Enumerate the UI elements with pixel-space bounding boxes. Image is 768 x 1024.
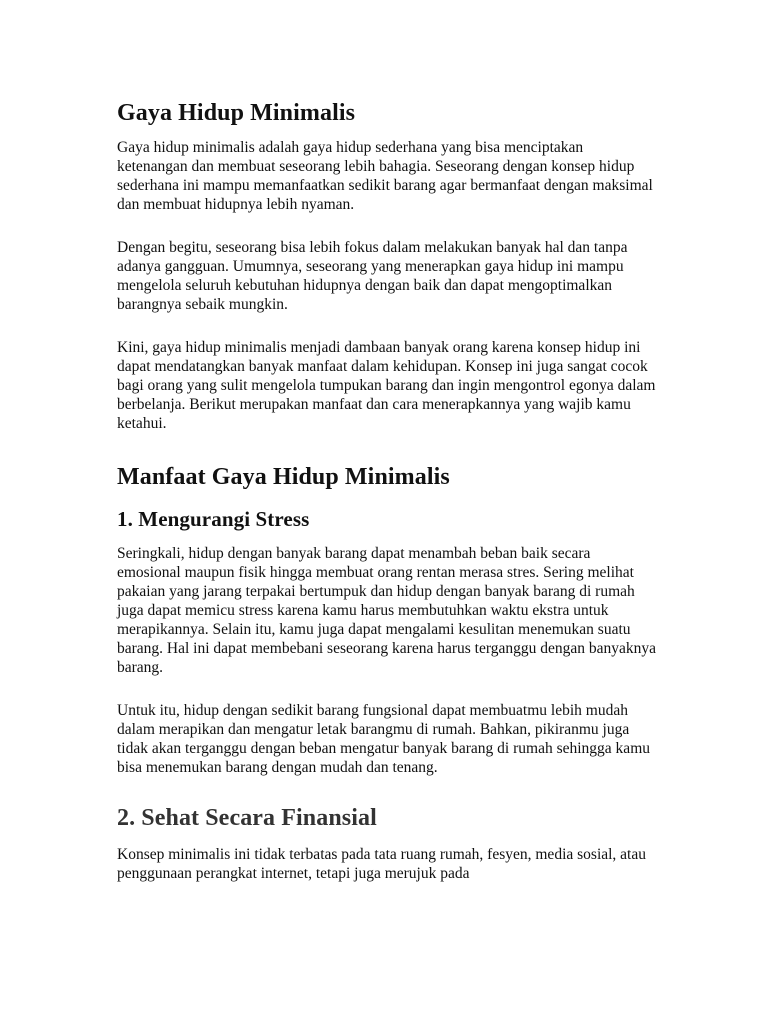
intro-paragraph-3: Kini, gaya hidup minimalis menjadi dambaan banyak orang karena konsep hidup ini dapat mendatangkan banyak manfaat dalam kehidupan. Konsep ini juga sangat cocok bagi orang yang sulit mengelola tumpukan barang dan ingin mengontrol egonya dalam berbelanja. Berikut merupakan manfaat dan cara menerapkannya yang wajib kamu ketahui. (117, 339, 656, 432)
document-title: Gaya Hidup Minimalis (117, 100, 356, 126)
subsection-heading-financial-health: 2. Sehat Secara Finansial (117, 805, 377, 831)
section-heading-benefits: Manfaat Gaya Hidup Minimalis (117, 464, 450, 490)
subsection-heading-reduce-stress: 1. Mengurangi Stress (117, 507, 310, 531)
intro-paragraph-2: Dengan begitu, seseorang bisa lebih fokus dalam melakukan banyak hal dan tanpa adanya gangguan. Umumnya, seseorang yang menerapkan gaya hidup ini mampu mengelola seluruh kebutuhan hidupnya dengan baik dan dapat mengoptimalkan barangnya sebaik mungkin. (117, 239, 628, 313)
stress-paragraph-1: Seringkali, hidup dengan banyak barang dapat menambah beban baik secara emosional maupun fisik hingga membuat orang rentan merasa stres. Sering melihat pakaian yang jarang terpakai bertumpuk dan hidup dengan banyak barang di rumah juga dapat memicu stress karena kamu harus membutuhkan waktu ekstra untuk merapikannya. Selain itu, kamu juga dapat mengalami kesulitan menemukan suatu barang. Hal ini dapat membebani seseorang karena harus terganggu dengan banyaknya barang. (117, 545, 656, 676)
stress-paragraph-2: Untuk itu, hidup dengan sedikit barang fungsional dapat membuatmu lebih mudah dalam merapikan dan mengatur letak barangmu di rumah. Bahkan, pikiranmu juga tidak akan terganggu dengan beban mengatur banyak barang di rumah sehingga kamu bisa menemukan barang dengan mudah dan tenang. (117, 702, 650, 776)
intro-paragraph-1: Gaya hidup minimalis adalah gaya hidup sederhana yang bisa menciptakan ketenangan dan membuat seseorang lebih bahagia. Seseorang dengan konsep hidup sederhana ini mampu memanfaatkan sedikit barang agar bermanfaat dengan maksimal dan membuat hidupnya lebih nyaman. (117, 139, 653, 213)
document-page (117, 98, 657, 883)
financial-paragraph-1: Konsep minimalis ini tidak terbatas pada tata ruang rumah, fesyen, media sosial, atau penggunaan perangkat internet, tetapi juga merujuk pada (117, 846, 646, 882)
